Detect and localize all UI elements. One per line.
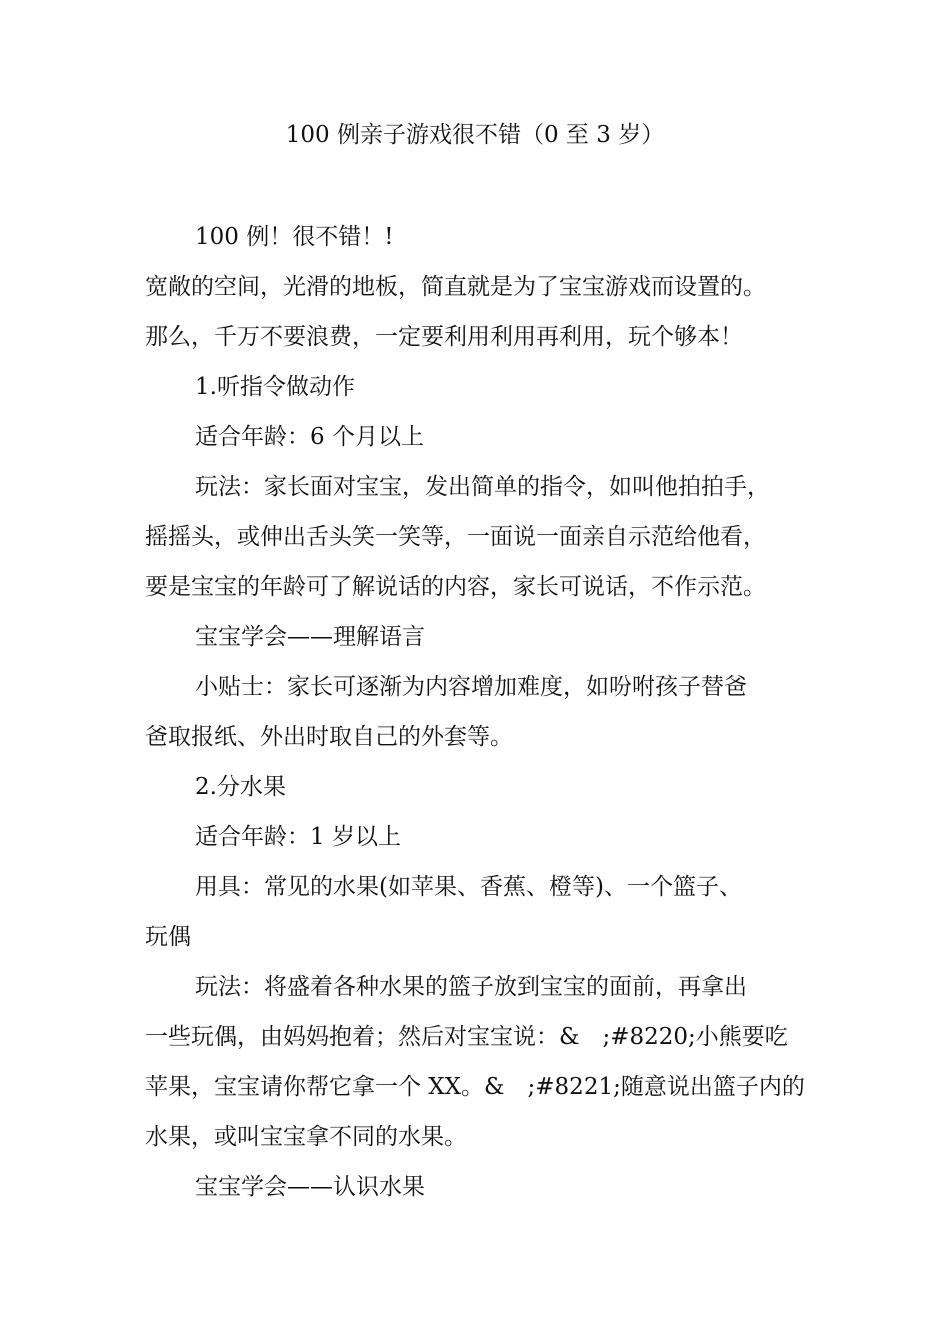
game-1-tip: 小贴士：家长可逐渐为内容增加难度，如吩咐孩子替爸 [195, 674, 747, 700]
game-1-learning: 宝宝学会——理解语言 [195, 624, 425, 650]
game-2-tools: 用具：常见的水果(如苹果、香蕉、橙等)、一个篮子、 [195, 874, 742, 900]
paragraph-line: 玩偶 [145, 924, 191, 950]
game-1-heading: 1.听指令做动作 [195, 374, 355, 400]
game-2-heading: 2.分水果 [195, 774, 286, 800]
paragraph-line: 水果，或叫宝宝拿不同的水果。 [145, 1124, 467, 1150]
game-2-method: 玩法：将盛着各种水果的篮子放到宝宝的面前，再拿出 [195, 974, 747, 1000]
paragraph-line: 宽敞的空间，光滑的地板，简直就是为了宝宝游戏而设置的。 [145, 274, 766, 300]
intro-heading: 100 例！很不错！! [195, 224, 394, 250]
document-title: 100 例亲子游戏很不错（0 至 3 岁） [285, 122, 665, 148]
game-1-method: 玩法：家长面对宝宝，发出简单的指令，如叫他拍拍手， [195, 474, 770, 500]
paragraph-line: 那么，千万不要浪费，一定要利用利用再利用，玩个够本！ [145, 324, 743, 350]
paragraph-line: 苹果，宝宝请你帮它拿一个 XX。& ;#8221;随意说出篮子内的 [145, 1074, 805, 1100]
paragraph-line: 要是宝宝的年龄可了解说话的内容，家长可说话，不作示范。 [145, 574, 766, 600]
game-1-age: 适合年龄：6 个月以上 [195, 424, 424, 450]
game-2-age: 适合年龄：1 岁以上 [195, 824, 401, 850]
game-2-learning: 宝宝学会——认识水果 [195, 1174, 425, 1200]
paragraph-line: 摇摇头，或伸出舌头笑一笑等，一面说一面亲自示范给他看， [145, 524, 766, 550]
paragraph-line: 爸取报纸、外出时取自己的外套等。 [145, 724, 513, 750]
document-body [145, 212, 810, 1212]
paragraph-line: 一些玩偶，由妈妈抱着；然后对宝宝说：& ;#8220;小熊要吃 [145, 1024, 788, 1050]
